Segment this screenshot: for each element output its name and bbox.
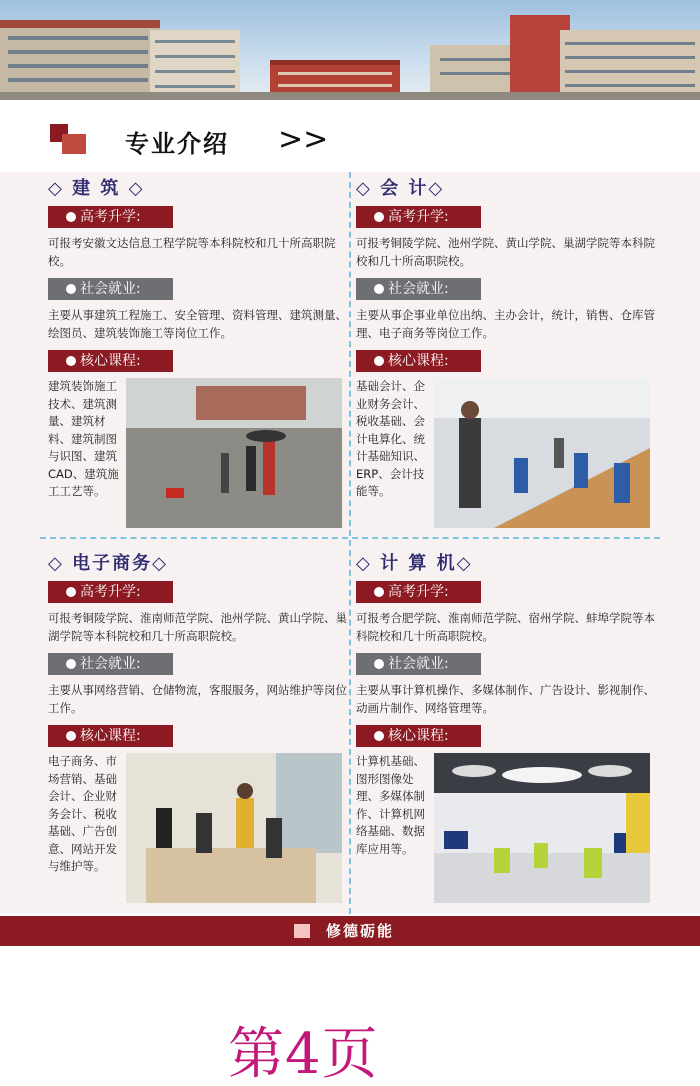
course-row (48, 753, 348, 903)
major-panel-accounting (356, 174, 656, 528)
job-tag (48, 278, 173, 300)
gaokao-tag (48, 206, 173, 228)
computer-lab-photo (434, 753, 650, 903)
job-text: 主要从事网络营销、仓储物流，客服服务，网站维护等岗位工作。 (48, 683, 347, 715)
bullet-dot-icon (66, 212, 76, 222)
major-title: ◇ 计 算 机◇ (356, 553, 473, 574)
job-tag (48, 653, 173, 675)
job-tag (356, 653, 481, 675)
job-label: 社会就业: (388, 281, 449, 297)
gaokao-label: 高考升学: (80, 584, 141, 600)
major-panel-computer (356, 549, 656, 903)
footer-square (294, 924, 310, 938)
gaokao-text: 可报考安徽文达信息工程学院等本科院校和几十所高职院校。 (48, 236, 336, 268)
gaokao-text: 可报考铜陵学院、淮南师范学院、池州学院、黄山学院、巢湖学院等本科院校和几十所高职院校。 (48, 611, 347, 643)
job-text: 主要从事计算机操作、多媒体制作、广告设计、影视制作、动画片制作、网络管理等。 (356, 683, 655, 715)
footer-bar (0, 916, 700, 946)
course-tag (356, 350, 481, 372)
major-panel-architecture (48, 174, 348, 528)
course-label: 核心课程: (388, 728, 449, 744)
job-text: 主要从事企事业单位出纳、主办会计，统计，销售、仓库管理、电子商务等岗位工作。 (356, 308, 655, 340)
course-label: 核心课程: (80, 353, 141, 369)
gaokao-text: 可报考铜陵学院、池州学院、黄山学院、巢湖学院等本科院校和几十所高职院校。 (356, 236, 655, 268)
job-label: 社会就业: (388, 656, 449, 672)
surveying-photo (126, 378, 342, 528)
job-label: 社会就业: (80, 656, 141, 672)
course-tag (356, 725, 481, 747)
course-row (48, 378, 348, 528)
section-arrows: >> (278, 122, 329, 157)
course-text: 电子商务、市场营销、基础会计、企业财务会计、税收基础、广告创意、网站开发与维护等。 (48, 754, 117, 873)
gaokao-label: 高考升学: (80, 209, 141, 225)
horizontal-divider (40, 537, 660, 539)
section-title: 专业介绍 (125, 130, 229, 158)
gaokao-text: 可报考合肥学院、淮南师范学院、宿州学院、蚌埠学院等本科院校和几十所高职院校。 (356, 611, 655, 643)
course-tag (48, 350, 173, 372)
gaokao-label: 高考升学: (388, 209, 449, 225)
gaokao-label: 高考升学: (388, 584, 449, 600)
bullet-dot-icon (66, 587, 76, 597)
job-label: 社会就业: (80, 281, 141, 297)
course-row (356, 753, 656, 903)
accounting-classroom-photo (434, 378, 650, 528)
course-row (356, 378, 656, 528)
course-text: 基础会计、企业财务会计、税收基础、会计电算化、统计基础知识、ERP、会计技能等。 (356, 379, 425, 498)
majors-grid (0, 172, 700, 914)
major-title: ◇ 会 计◇ (356, 178, 445, 199)
course-text: 计算机基础、图形图像处理、多媒体制作、计算机网络基础、数据库应用等。 (356, 754, 425, 856)
gaokao-tag (356, 581, 481, 603)
bullet-dot-icon (66, 731, 76, 741)
bullet-dot-icon (374, 731, 384, 741)
vertical-divider (349, 172, 351, 914)
bullet-dot-icon (374, 587, 384, 597)
bullet-dot-icon (374, 284, 384, 294)
major-title: ◇ 电子商务◇ (48, 553, 168, 574)
bullet-dot-icon (66, 356, 76, 366)
job-tag (356, 278, 481, 300)
bullet-dot-icon (374, 356, 384, 366)
ecommerce-classroom-photo (126, 753, 342, 903)
course-label: 核心课程: (80, 728, 141, 744)
course-label: 核心课程: (388, 353, 449, 369)
header-square-light (62, 134, 86, 154)
campus-buildings-illustration (0, 0, 700, 100)
section-header (0, 100, 700, 170)
bullet-dot-icon (66, 659, 76, 669)
bullet-dot-icon (66, 284, 76, 294)
major-title: ◇ 建 筑 ◇ (48, 178, 145, 199)
gaokao-tag (356, 206, 481, 228)
bullet-dot-icon (374, 212, 384, 222)
gaokao-tag (48, 581, 173, 603)
course-text: 建筑装饰施工技术、建筑测量、建筑材料、建筑制图与识图、建筑CAD、建筑施工工艺等。 (48, 379, 119, 498)
bullet-dot-icon (374, 659, 384, 669)
major-panel-ecommerce (48, 549, 348, 903)
page-number: 第4页 (228, 1022, 379, 1086)
campus-banner-photo (0, 0, 700, 100)
footer-motto: 修德砺能 (326, 922, 395, 940)
job-text: 主要从事建筑工程施工、安全管理、资料管理、建筑测量、绘图员、建筑装饰施工等岗位工作。 (48, 308, 347, 340)
course-tag (48, 725, 173, 747)
